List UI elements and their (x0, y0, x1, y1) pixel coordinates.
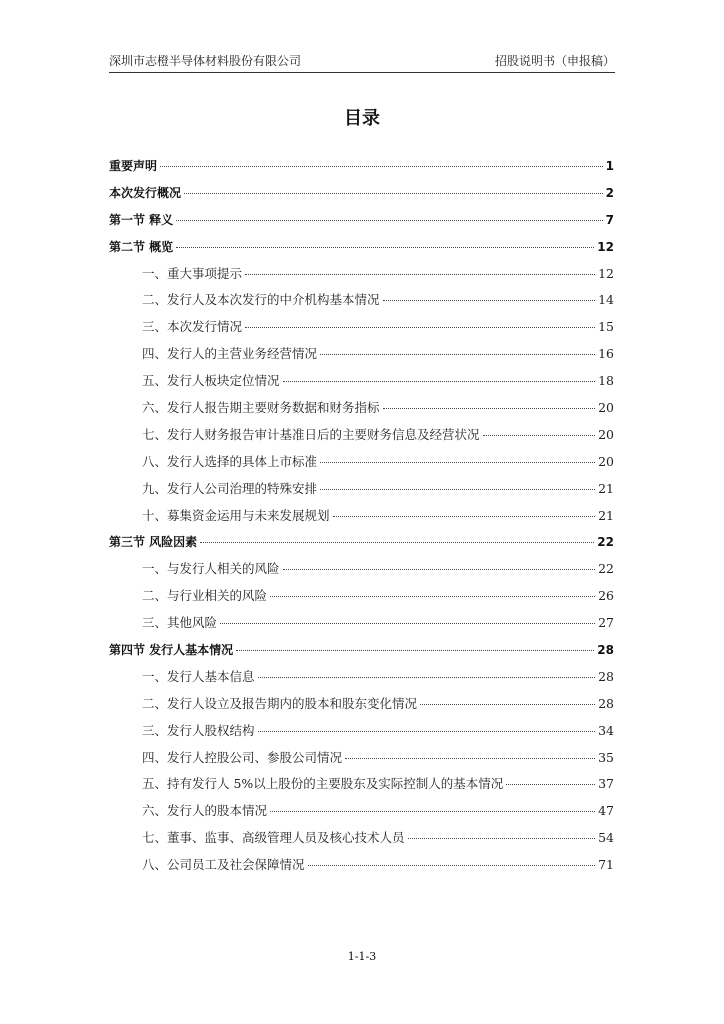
table-of-contents (109, 154, 614, 880)
dot-leader (184, 193, 603, 194)
toc-entry-page: 21 (598, 507, 614, 523)
dot-leader (236, 650, 594, 651)
toc-entry-page: 34 (598, 722, 614, 738)
toc-entry-label: 二、与行业相关的风险 (142, 588, 268, 604)
toc-entry-page: 7 (605, 212, 614, 227)
toc-section-link[interactable] (109, 181, 614, 208)
dot-leader (333, 516, 596, 517)
toc-entry-page: 37 (598, 776, 614, 792)
toc-section-link[interactable] (109, 638, 614, 665)
dot-leader (200, 542, 594, 543)
toc-entry-label: 二、发行人设立及报告期内的股本和股东变化情况 (142, 695, 418, 711)
toc-subsection-link[interactable] (109, 611, 614, 638)
toc-entry-label: 重要声明 (109, 159, 158, 173)
toc-entry-label: 八、发行人选择的具体上市标准 (142, 453, 318, 469)
toc-entry-page: 28 (597, 643, 614, 658)
toc-entry-page: 16 (598, 346, 614, 362)
toc-entry-page: 54 (598, 830, 614, 846)
toc-entry-page: 47 (598, 803, 614, 819)
toc-subsection-link[interactable] (109, 288, 614, 315)
toc-entry-label: 二、发行人及本次发行的中介机构基本情况 (142, 292, 380, 308)
toc-subsection-link[interactable] (109, 504, 614, 531)
dot-leader (320, 354, 595, 355)
toc-entry-page: 15 (598, 319, 614, 335)
page-number: 1-1-3 (347, 950, 377, 963)
toc-entry-label: 第三节 风险因素 (109, 535, 198, 550)
toc-entry-label: 三、其他风险 (142, 615, 218, 631)
toc-subsection-link[interactable] (109, 799, 614, 826)
dot-leader (320, 462, 595, 463)
company-name: 深圳市志橙半导体材料股份有限公司 (109, 54, 302, 68)
dot-leader (308, 865, 596, 866)
toc-entry-page: 20 (598, 400, 614, 416)
toc-entry-page: 2 (605, 185, 614, 200)
toc-entry-page: 18 (598, 373, 614, 389)
toc-entry-label: 九、发行人公司治理的特殊安排 (142, 480, 318, 496)
header-divider (109, 72, 615, 73)
toc-subsection-link[interactable] (109, 826, 614, 853)
toc-entry-label: 一、与发行人相关的风险 (142, 561, 280, 577)
dot-leader (176, 220, 602, 221)
toc-entry-label: 第二节 概览 (109, 239, 174, 254)
toc-subsection-link[interactable] (109, 262, 614, 289)
toc-entry-label: 第四节 发行人基本情况 (109, 643, 234, 658)
toc-entry-page: 35 (598, 749, 614, 765)
toc-subsection-link[interactable] (109, 369, 614, 396)
toc-subsection-link[interactable] (109, 315, 614, 342)
toc-subsection-link[interactable] (109, 450, 614, 477)
toc-entry-label: 五、发行人板块定位情况 (142, 373, 280, 389)
toc-entry-label: 四、发行人的主营业务经营情况 (142, 346, 318, 362)
toc-entry-label: 第一节 释义 (109, 212, 174, 227)
toc-subsection-link[interactable] (109, 719, 614, 746)
dot-leader (258, 677, 596, 678)
toc-entry-label: 八、公司员工及社会保障情况 (142, 857, 305, 873)
toc-subsection-link[interactable] (109, 396, 614, 423)
toc-entry-page: 22 (598, 561, 614, 577)
toc-entry-page: 26 (598, 588, 614, 604)
toc-subsection-link[interactable] (109, 477, 614, 504)
dot-leader (420, 704, 595, 705)
dot-leader (408, 838, 596, 839)
dot-leader (176, 247, 594, 248)
dot-leader (283, 569, 596, 570)
dot-leader (283, 381, 596, 382)
toc-entry-label: 本次发行概况 (109, 185, 182, 200)
toc-entry-page: 28 (598, 695, 614, 711)
toc-entry-page: 14 (598, 292, 614, 308)
toc-entry-label: 三、发行人股权结构 (142, 722, 255, 738)
toc-entry-page: 71 (598, 857, 614, 873)
toc-entry-page: 1 (605, 159, 614, 173)
toc-section-link[interactable] (109, 208, 614, 235)
toc-subsection-link[interactable] (109, 342, 614, 369)
toc-entry-page: 20 (598, 426, 614, 442)
toc-entry-label: 一、发行人基本信息 (142, 668, 255, 684)
toc-subsection-link[interactable] (109, 692, 614, 719)
toc-subsection-link[interactable] (109, 665, 614, 692)
toc-entry-page: 28 (598, 668, 614, 684)
toc-entry-page: 12 (598, 265, 614, 281)
toc-entry-page: 21 (598, 480, 614, 496)
toc-entry-page: 12 (597, 239, 614, 254)
dot-leader (345, 758, 595, 759)
toc-subsection-link[interactable] (109, 557, 614, 584)
toc-entry-label: 六、发行人的股本情况 (142, 803, 268, 819)
dot-leader (483, 435, 596, 436)
dot-leader (270, 596, 595, 597)
dot-leader (320, 489, 595, 490)
toc-entry-page: 27 (598, 615, 614, 631)
toc-subsection-link[interactable] (109, 423, 614, 450)
dot-leader (160, 166, 603, 167)
page-title: 目录 (344, 108, 380, 129)
toc-entry-label: 七、董事、监事、高级管理人员及核心技术人员 (142, 830, 405, 846)
toc-entry-label: 五、持有发行人 5%以上股份的主要股东及实际控制人的基本情况 (142, 776, 504, 792)
toc-section-link[interactable] (109, 530, 614, 557)
page-header (109, 52, 615, 72)
toc-entry-label: 七、发行人财务报告审计基准日后的主要财务信息及经营状况 (142, 426, 480, 442)
dot-leader (245, 274, 595, 275)
dot-leader (383, 408, 596, 409)
toc-entry-page: 20 (598, 453, 614, 469)
toc-subsection-link[interactable] (109, 772, 614, 799)
toc-entry-label: 四、发行人控股公司、参股公司情况 (142, 749, 343, 765)
toc-entry-label: 六、发行人报告期主要财务数据和财务指标 (142, 400, 380, 416)
dot-leader (383, 300, 596, 301)
toc-entry-page: 22 (597, 535, 614, 550)
toc-subsection-link[interactable] (109, 746, 614, 773)
toc-subsection-link[interactable] (109, 853, 614, 880)
toc-section-link[interactable] (109, 154, 614, 181)
dot-leader (506, 784, 595, 785)
dot-leader (258, 731, 596, 732)
toc-entry-label: 一、重大事项提示 (142, 265, 243, 281)
toc-section-link[interactable] (109, 235, 614, 262)
toc-subsection-link[interactable] (109, 584, 614, 611)
dot-leader (245, 327, 595, 328)
document-type: 招股说明书（申报稿） (494, 54, 615, 68)
toc-entry-label: 十、募集资金运用与未来发展规划 (142, 507, 330, 523)
dot-leader (220, 623, 595, 624)
toc-entry-label: 三、本次发行情况 (142, 319, 243, 335)
dot-leader (270, 811, 595, 812)
